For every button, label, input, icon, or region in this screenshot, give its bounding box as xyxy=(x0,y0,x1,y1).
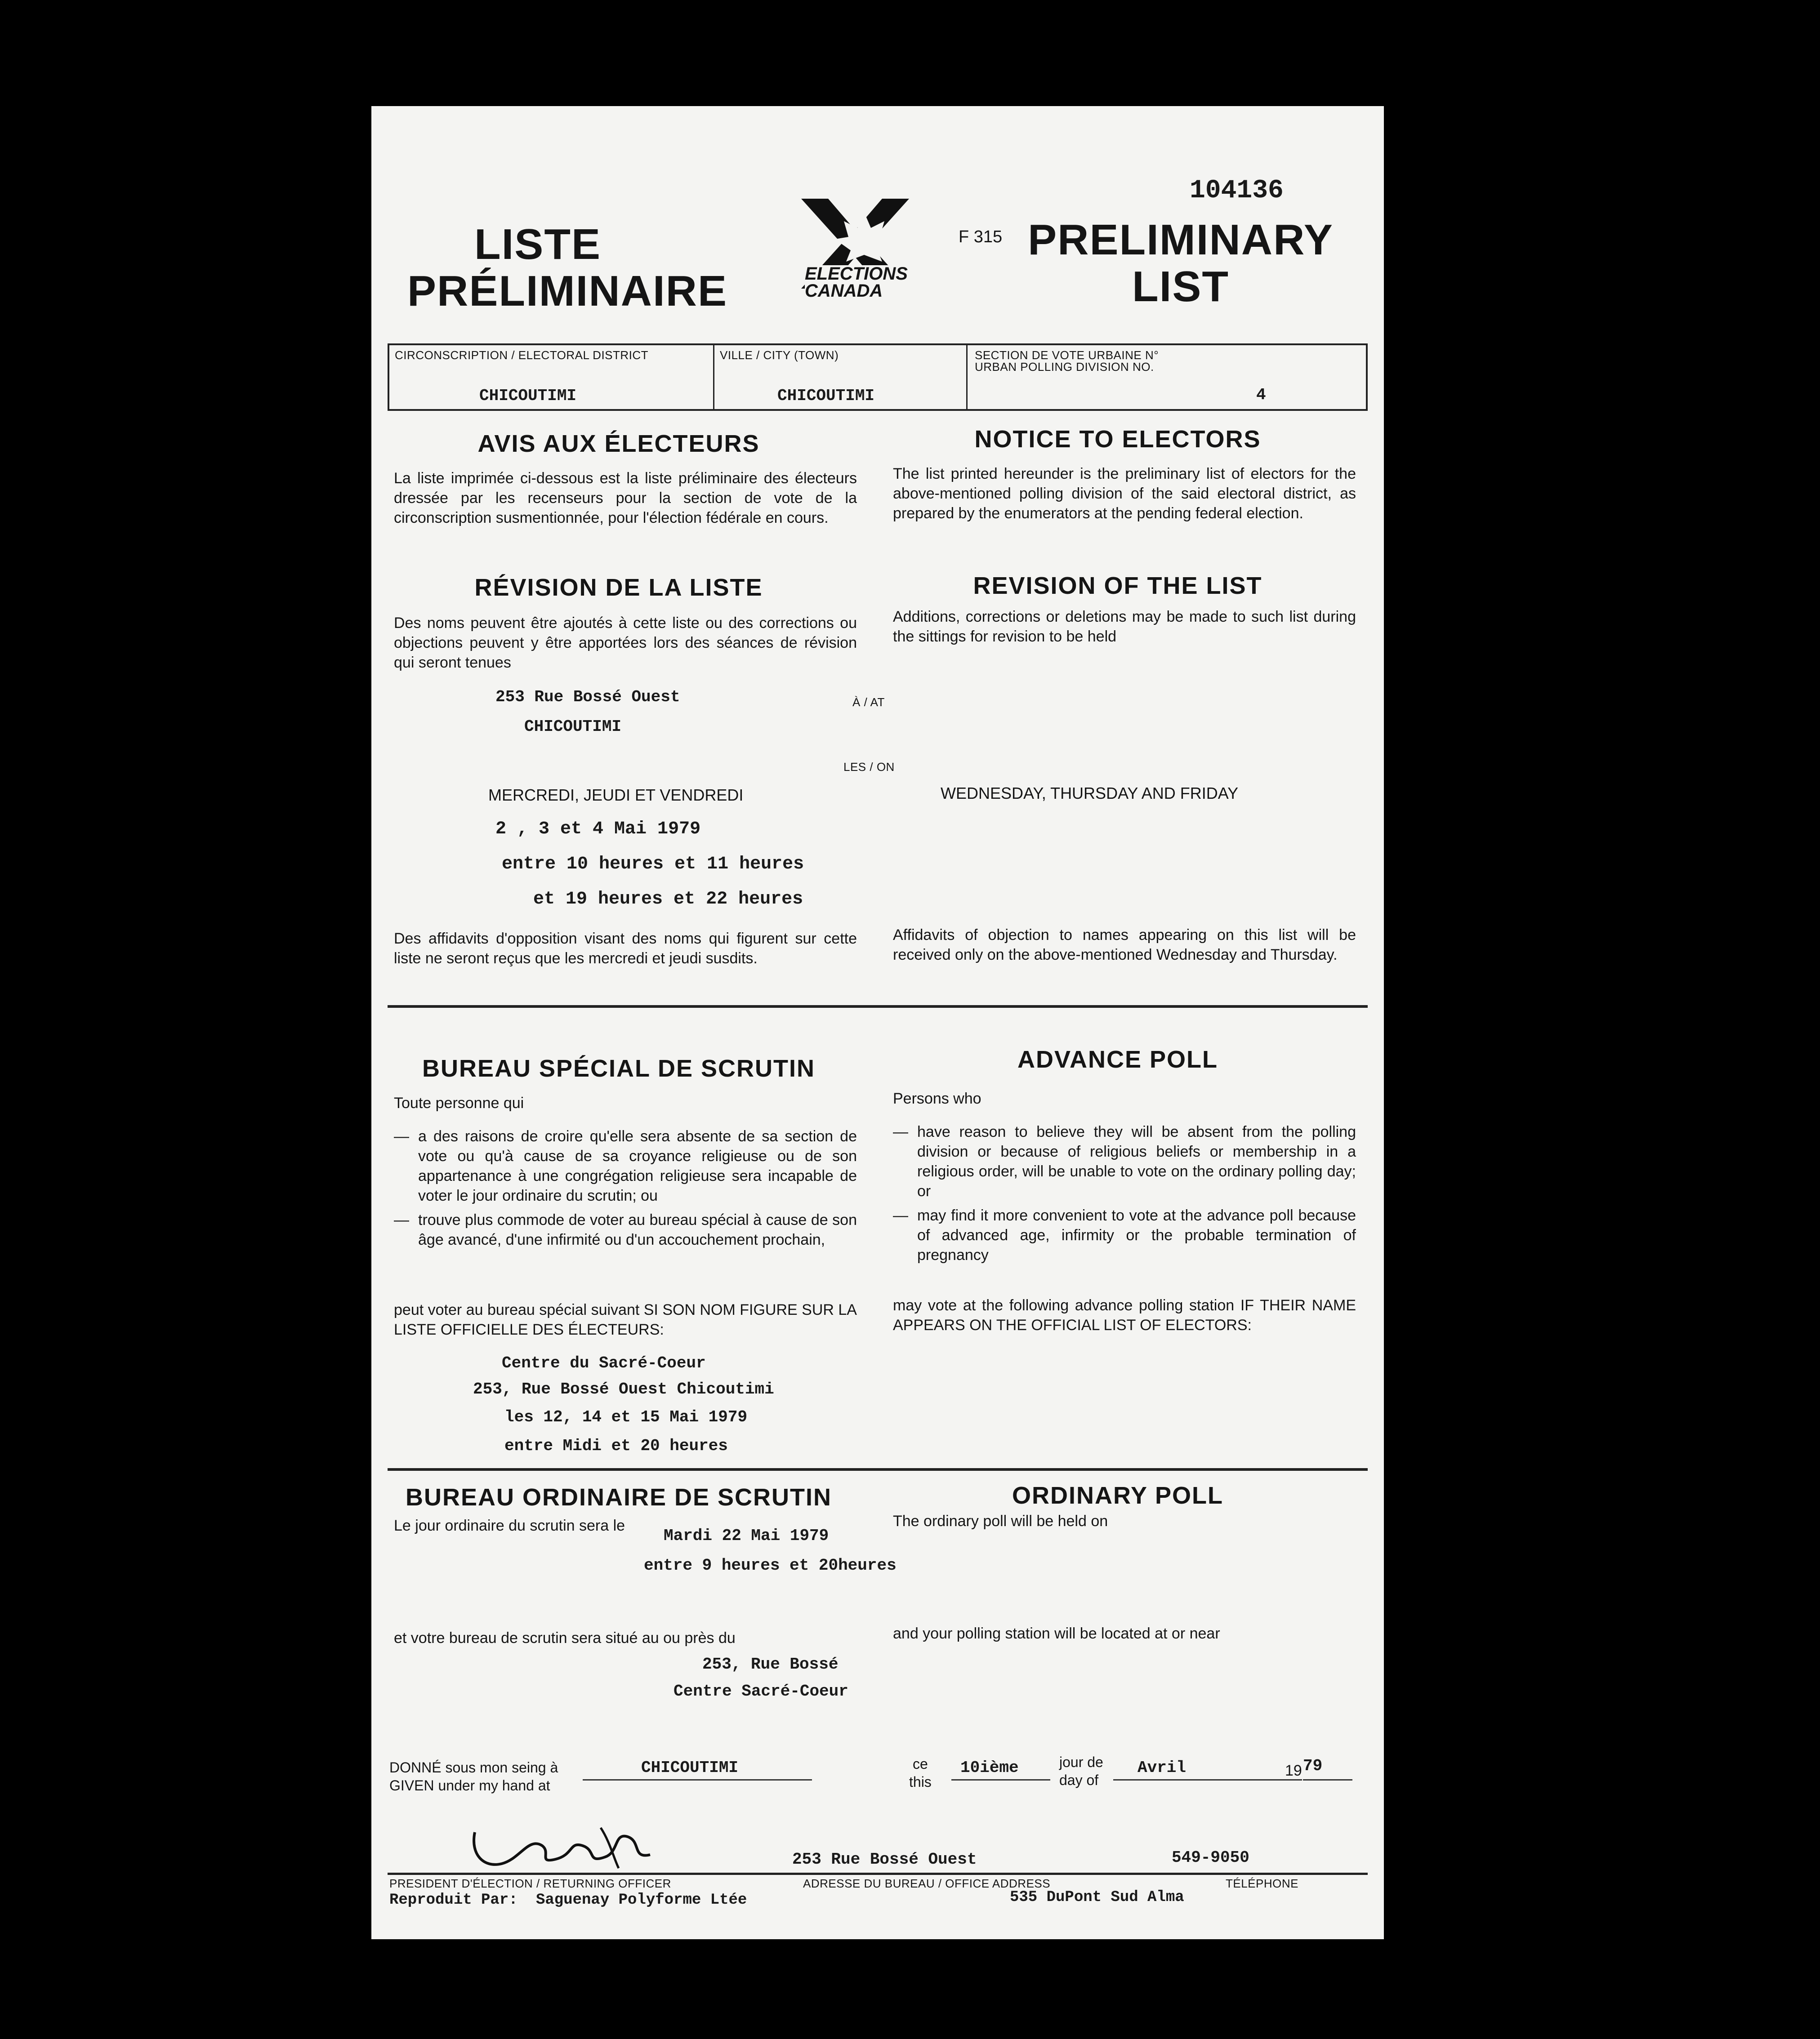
advance-intro-fr: Toute personne qui xyxy=(394,1095,524,1112)
jour-de-label xyxy=(1059,1753,1103,1789)
given-day-line xyxy=(951,1779,1050,1781)
signature-icon xyxy=(466,1814,655,1873)
revision-dates: 2 , 3 et 4 Mai 1979 xyxy=(495,819,701,839)
district-label: CIRCONSCRIPTION / ELECTORAL DISTRICT xyxy=(395,348,649,362)
office-phone: 549-9050 xyxy=(1172,1848,1249,1867)
year-suffix: 79 xyxy=(1303,1757,1323,1775)
ordinary-text-fr: Le jour ordinaire du scrutin sera le xyxy=(394,1517,625,1534)
on-label: LES / ON xyxy=(843,760,895,774)
ordinary-date: Mardi 22 Mai 1979 xyxy=(664,1527,829,1545)
district-value: CHICOUTIMI xyxy=(479,387,577,405)
division-field xyxy=(968,345,1364,409)
days-fr: MERCREDI, JEUDI ET VENDREDI xyxy=(488,786,744,804)
advance-conditions-en xyxy=(893,1122,1356,1269)
title-en: PRELIMINARY LIST xyxy=(1028,216,1334,311)
revision-text-fr: Des noms peuvent être ajoutés à cette liste ou des corrections ou objections peuvent y être apportées lors des séances de révision qui seront tenues xyxy=(394,614,857,671)
election-notice-form xyxy=(371,106,1384,1939)
revision-hours2: et 19 heures et 22 heures xyxy=(533,889,803,909)
printer-name: Saguenay Polyforme Ltée xyxy=(536,1892,747,1909)
advance-place-line1: Centre du Sacré-Coeur xyxy=(502,1354,706,1372)
section-divider-1 xyxy=(388,1005,1368,1008)
year-line xyxy=(1303,1779,1352,1781)
ordinary-hours: entre 9 heures et 20heures xyxy=(644,1556,897,1575)
notice-text-fr: La liste imprimée ci-dessous est la liste préliminaire des électeurs dressée par les recenseurs pour la section de vote de la circonscription susmentionnée, pour l'élection fédérale en cours. xyxy=(394,470,857,526)
day-of: day of xyxy=(1059,1772,1099,1788)
given-place-line xyxy=(583,1779,812,1781)
ordinary-heading-fr: BUREAU ORDINAIRE DE SCRUTIN xyxy=(405,1484,832,1511)
advance-dates: les 12, 14 et 15 Mai 1979 xyxy=(504,1408,748,1426)
form-number: 104136 xyxy=(1190,176,1284,205)
revision-heading-fr: RÉVISION DE LA LISTE xyxy=(474,574,763,601)
given-day: 10ième xyxy=(960,1759,1019,1777)
given-month-line xyxy=(1113,1779,1302,1781)
advance-condition-1-fr: — a des raisons de croire qu'elle sera absente de sa section de vote ou qu'à cause de sa croyance religieuse ou de son appartenance à une congrégation religieuse sera incapable de voter le jour ordinaire du scrutin; ou xyxy=(394,1126,857,1206)
revision-address-line2: CHICOUTIMI xyxy=(524,717,622,736)
revision-heading-en: REVISION OF THE LIST xyxy=(973,572,1262,599)
advance-condition-2-fr: — trouve plus commode de voter au bureau spécial à cause de son âge avancé, d'une infirmité ou d'un accouchement prochain, xyxy=(394,1210,857,1250)
advance-heading-fr: BUREAU SPÉCIAL DE SCRUTIN xyxy=(422,1055,816,1082)
advance-place-line2: 253, Rue Bossé Ouest Chicoutimi xyxy=(473,1380,774,1398)
section-divider-2 xyxy=(388,1468,1368,1471)
office-address-label: ADRESSE DU BUREAU / OFFICE ADDRESS xyxy=(803,1877,1051,1890)
advance-closing-fr: peut voter au bureau spécial suivant SI SON NOM FIGURE SUR LA LISTE OFFICIELLE DES ÉLECTEURS: xyxy=(394,1301,857,1338)
division-label-en: URBAN POLLING DIVISION NO. xyxy=(975,360,1154,374)
jour-de: jour de xyxy=(1059,1754,1103,1770)
telephone-label: TÉLÉPHONE xyxy=(1226,1877,1298,1890)
station-text-fr: et votre bureau de scrutin sera situé au ou près du xyxy=(394,1629,736,1647)
division-value: 4 xyxy=(1256,386,1266,404)
given-label xyxy=(389,1759,558,1794)
city-value: CHICOUTIMI xyxy=(777,387,875,405)
given-label-fr: DONNÉ sous mon seing à xyxy=(389,1759,558,1776)
station-line1: 253, Rue Bossé xyxy=(702,1655,839,1674)
advance-conditions-fr xyxy=(394,1126,857,1254)
advance-hours: entre Midi et 20 heures xyxy=(504,1437,728,1455)
printer-address: 535 DuPont Sud Alma xyxy=(1010,1889,1184,1906)
year-prefix: 19 xyxy=(1285,1762,1302,1779)
station-line2: Centre Sacré-Coeur xyxy=(674,1682,848,1701)
ce-this-label xyxy=(909,1755,932,1791)
given-place: CHICOUTIMI xyxy=(641,1759,739,1777)
advance-condition-1-en: — have reason to believe they will be absent from the polling division or because of religious beliefs or membership in a religious order, will be unable to vote on the ordinary polling day; or xyxy=(893,1122,1356,1201)
advance-intro-en: Persons who xyxy=(893,1090,981,1107)
officer-label: PRESIDENT D'ÉLECTION / RETURNING OFFICER xyxy=(389,1877,671,1890)
notice-heading-fr: AVIS AUX ÉLECTEURS xyxy=(477,430,760,457)
advance-heading-en: ADVANCE POLL xyxy=(1017,1046,1218,1073)
revision-hours1: entre 10 heures et 11 heures xyxy=(502,854,804,874)
given-label-en: GIVEN under my hand at xyxy=(389,1777,550,1794)
title-fr: LISTE PRÉLIMINAIRE xyxy=(407,220,728,315)
revision-text-en: Additions, corrections or deletions may be made to such list during the sittings for revision to be held xyxy=(893,608,1356,645)
revision-address-line1: 253 Rue Bossé Ouest xyxy=(495,688,680,706)
ce-label: ce xyxy=(913,1756,928,1772)
at-label: À / AT xyxy=(852,695,885,709)
days-en: WEDNESDAY, THURSDAY AND FRIDAY xyxy=(941,784,1239,802)
logo-text: ELECTIONS CANADA xyxy=(805,265,926,299)
station-text-en: and your polling station will be located at or near xyxy=(893,1625,1220,1642)
city-label: VILLE / CITY (TOWN) xyxy=(720,348,839,362)
printer-label: Reproduit Par: xyxy=(389,1892,518,1909)
ordinary-heading-en: ORDINARY POLL xyxy=(1012,1482,1224,1509)
this-label: this xyxy=(909,1774,932,1790)
affidavit-en: Affidavits of objection to names appearing on this list will be received only on the above-mentioned Wednesday and Thursday. xyxy=(893,926,1356,963)
affidavit-fr: Des affidavits d'opposition visant des noms qui figurent sur cette liste ne seront reçus que les mercredi et jeudi susdits. xyxy=(394,930,857,967)
signature xyxy=(466,1814,655,1873)
district-field xyxy=(389,345,714,409)
ordinary-text-en: The ordinary poll will be held on xyxy=(893,1513,1108,1530)
signature-line xyxy=(388,1873,1368,1875)
advance-closing-en: may vote at the following advance polling station IF THEIR NAME APPEARS ON THE OFFICIAL LIST OF ELECTORS: xyxy=(893,1297,1356,1334)
city-field xyxy=(714,345,968,409)
form-code: F 315 xyxy=(959,227,1003,246)
elections-canada-logo xyxy=(797,194,927,301)
given-month: Avril xyxy=(1138,1759,1187,1777)
advance-condition-2-en: — may find it more convenient to vote at the advance poll because of advanced age, infirmity or the probable termination of pregnancy xyxy=(893,1206,1356,1265)
notice-text-en: The list printed hereunder is the preliminary list of electors for the above-mentioned polling division of the said electoral district, as prepared by the enumerators at the pending federal election. xyxy=(893,465,1356,522)
district-box xyxy=(388,343,1368,411)
notice-heading-en: NOTICE TO ELECTORS xyxy=(974,426,1261,453)
division-label-fr: SECTION DE VOTE URBAINE N° xyxy=(975,348,1159,362)
office-address: 253 Rue Bossé Ouest xyxy=(792,1850,977,1869)
